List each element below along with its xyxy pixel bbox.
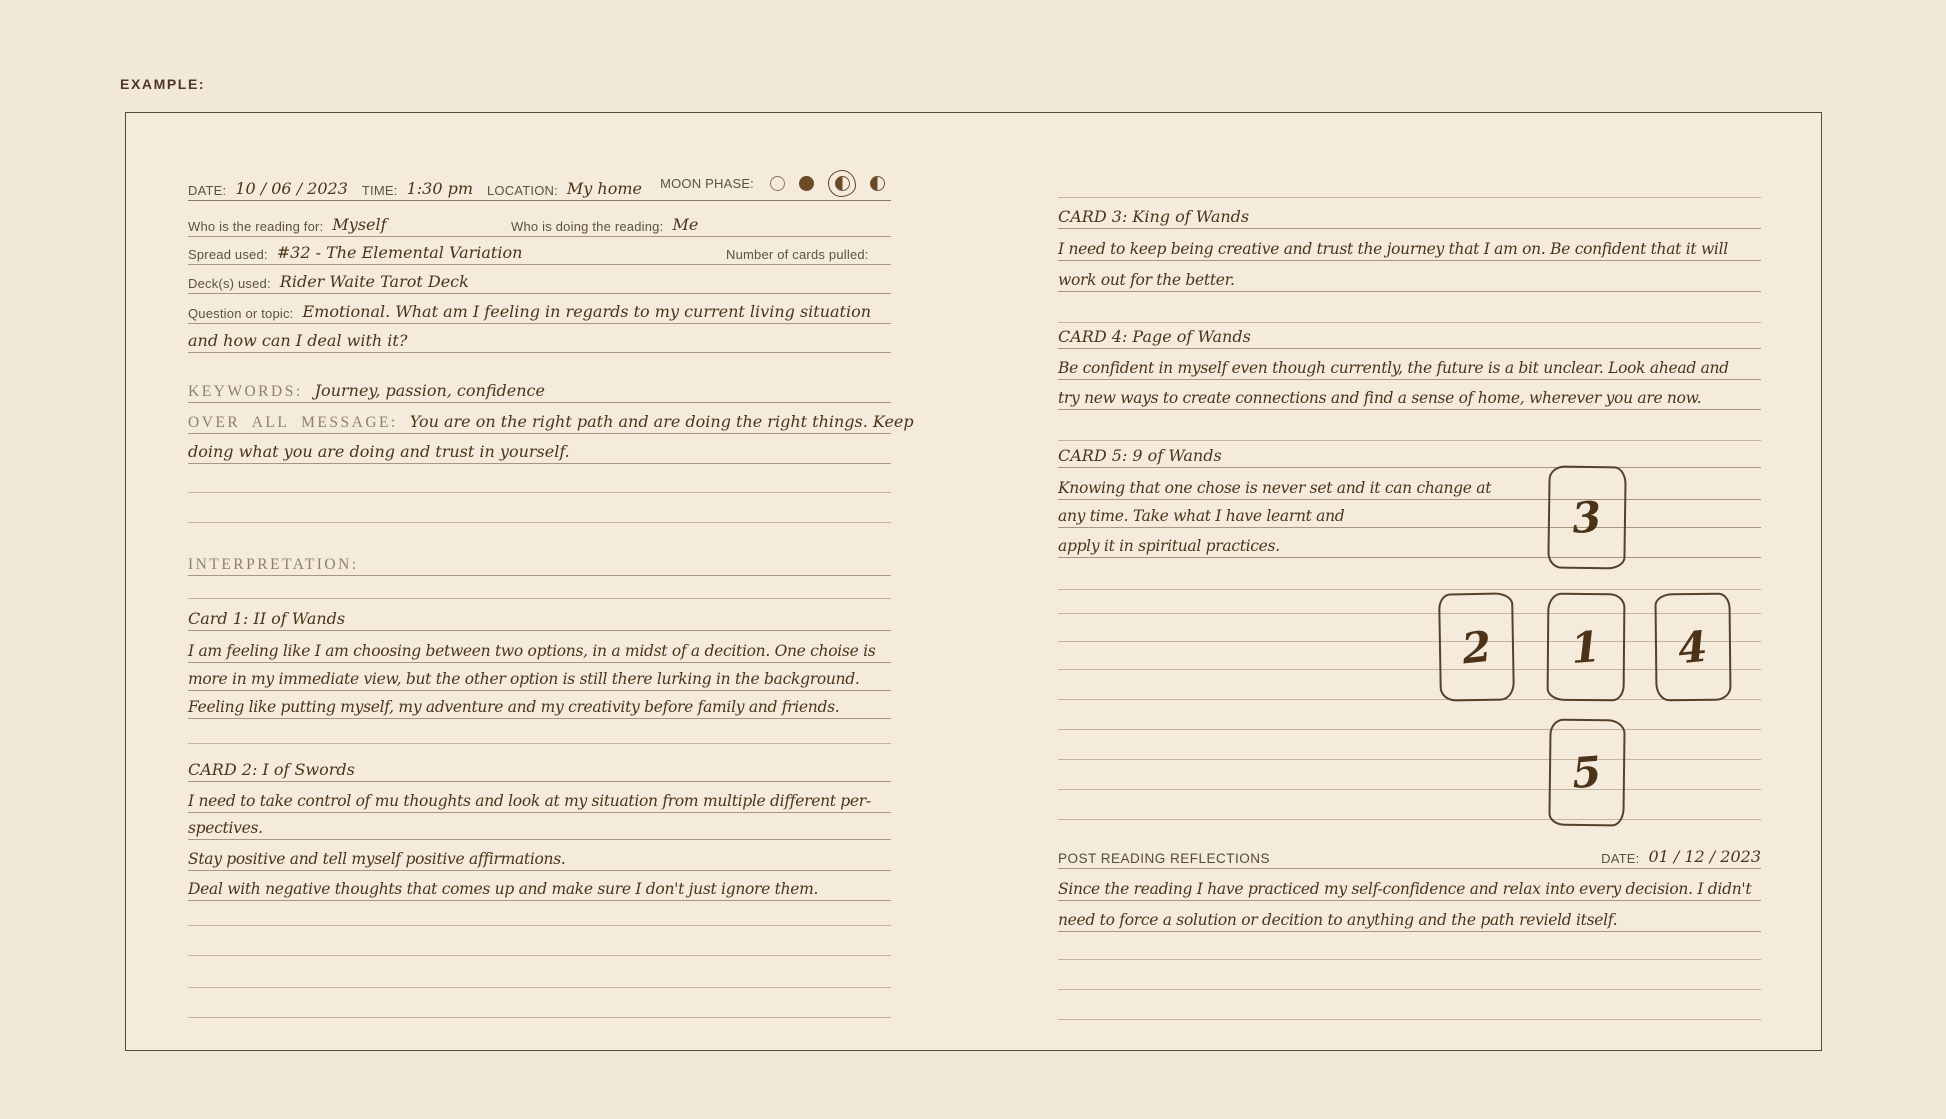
- post-reading-date-value: 01 / 12 / 2023: [1648, 847, 1761, 866]
- blank-line: [188, 988, 891, 1018]
- who-doing-label: Who is doing the reading:: [511, 219, 664, 234]
- spacer: [188, 353, 891, 373]
- blank-line: [188, 493, 891, 523]
- spread-card-4-number: 4: [1676, 621, 1710, 673]
- post-reading-line-1: Since the reading I have practiced my self-confidence and relax into every decision. I didn't: [1058, 879, 1752, 898]
- who-doing-pair: [511, 217, 698, 233]
- card1-line-2: more in my immediate view, but the other option is still there lurking in the background.: [188, 669, 860, 688]
- card2-line-2: spectives.: [188, 818, 263, 837]
- blank-line: [188, 901, 891, 926]
- spread-label: Spread used:: [188, 247, 268, 262]
- post-reading-heading: POST READING REFLECTIONS: [1058, 850, 1271, 866]
- card3-text-row: [1058, 229, 1761, 261]
- card5-text-row: [1058, 468, 1761, 500]
- blank-line: [188, 926, 891, 956]
- blank-line: [1058, 614, 1761, 642]
- card5-text-row: [1058, 500, 1761, 528]
- card5-line-2: any time. Take what I have learnt and: [1058, 506, 1345, 525]
- blank-line: [1058, 558, 1761, 590]
- cards-pulled-pair: [726, 248, 878, 261]
- overall-message-line-1: You are on the right path and are doing the right things. Keep: [409, 412, 914, 431]
- card2-text-row: [188, 871, 891, 901]
- card2-text-row: [188, 813, 891, 840]
- question-line-2: and how can I deal with it?: [188, 331, 408, 350]
- who-for-pair: [188, 217, 387, 233]
- card1-text-row: [188, 631, 891, 663]
- blank-line: [1058, 790, 1761, 820]
- blank-line: [1058, 932, 1761, 960]
- card5-text-row: [1058, 528, 1761, 558]
- deck-value: Rider Waite Tarot Deck: [279, 272, 469, 291]
- date-label: DATE:: [188, 183, 227, 198]
- journal-page: [125, 112, 1822, 1051]
- overall-message-row-2: [188, 434, 891, 464]
- keywords-row: [188, 373, 891, 403]
- blank-line: [1058, 760, 1761, 790]
- blank-line: [188, 576, 891, 599]
- blank-line: [1058, 670, 1761, 700]
- overall-message-line-2: doing what you are doing and trust in yourself.: [188, 442, 570, 461]
- overall-message-row-1: [188, 403, 914, 434]
- time-value: 1:30 pm: [406, 179, 473, 198]
- blank-line: [188, 956, 891, 988]
- who-for-value: Myself: [332, 215, 387, 234]
- card5-title: CARD 5: 9 of Wands: [1058, 446, 1222, 465]
- card5-line-1: Knowing that one chose is never set and it can change at: [1058, 478, 1492, 497]
- spread-card-3-number: 3: [1570, 491, 1604, 544]
- card4-line-2: try new ways to create connections and find a sense of home, wherever you are now.: [1058, 388, 1702, 407]
- card2-text-row: [188, 840, 891, 871]
- card3-title: CARD 3: King of Wands: [1058, 207, 1250, 226]
- date-value: 10 / 06 / 2023: [235, 179, 348, 198]
- card4-text-row: [1058, 349, 1761, 380]
- question-line-1: Emotional. What am I feeling in regards to my current living situation: [302, 302, 872, 321]
- blank-line: [1058, 642, 1761, 670]
- post-reading-line-2: need to force a solution or decition to anything and the path revield itself.: [1058, 910, 1618, 929]
- post-reading-heading-row: [1058, 820, 1761, 869]
- blank-line: [1058, 730, 1761, 760]
- spread-card-5-number: 5: [1570, 746, 1604, 799]
- card2-title: CARD 2: I of Swords: [188, 760, 355, 779]
- card4-line-1: Be confident in myself even though currently, the future is a bit unclear. Look ahead and: [1058, 358, 1729, 377]
- keywords-value: Journey, passion, confidence: [314, 381, 545, 400]
- who-row: [188, 201, 891, 237]
- card2-line-4: Deal with negative thoughts that comes up and make sure I don't just ignore them.: [188, 879, 819, 898]
- blank-line: [188, 719, 891, 744]
- spread-card-1-number: 1: [1569, 621, 1603, 673]
- card1-line-1: I am feeling like I am choosing between two options, in a midst of a decition. One choise is: [188, 641, 876, 660]
- right-column: [1058, 169, 1761, 1020]
- card1-line-3: Feeling like putting myself, my adventure and my creativity before family and friends.: [188, 697, 840, 716]
- time-label: TIME:: [361, 183, 398, 198]
- spread-card-2-number: 2: [1459, 621, 1494, 673]
- card4-title-row: [1058, 323, 1761, 349]
- card3-title-row: [1058, 198, 1761, 229]
- example-label: EXAMPLE:: [120, 76, 206, 92]
- card1-title: Card 1: II of Wands: [188, 609, 346, 628]
- question-row-2: [188, 324, 891, 353]
- blank-line: [1058, 410, 1761, 441]
- card3-line-1: I need to keep being creative and trust the journey that I am on. Be confident that it will: [1058, 239, 1728, 258]
- card5-title-row: [1058, 441, 1761, 468]
- card1-text-row: [188, 663, 891, 691]
- interpretation-heading-row: [188, 545, 891, 576]
- card2-text-row: [188, 782, 891, 813]
- blank-line: [1058, 292, 1761, 323]
- card4-title: CARD 4: Page of Wands: [1058, 327, 1251, 346]
- selected-moon-ring: [828, 170, 856, 197]
- blank-line: [1058, 990, 1761, 1020]
- left-column: [188, 173, 914, 1018]
- spread-row: [188, 237, 891, 265]
- card2-title-row: [188, 744, 891, 782]
- card5-line-3: apply it in spiritual practices.: [1058, 536, 1280, 555]
- post-reading-text-row: [1058, 869, 1761, 901]
- who-doing-value: Me: [672, 215, 699, 234]
- location-label: LOCATION:: [487, 183, 558, 198]
- date-row: [188, 173, 891, 201]
- card1-text-row: [188, 691, 891, 719]
- keywords-label: KEYWORDS:: [188, 382, 303, 400]
- blank-line: [1058, 590, 1761, 614]
- post-reading-date-label: DATE:: [1601, 851, 1640, 866]
- overall-message-label: OVER ALL MESSAGE:: [188, 413, 398, 431]
- spacer: [188, 523, 891, 545]
- spread-value: #32 - The Elemental Variation: [276, 243, 523, 262]
- blank-line: [1058, 169, 1761, 198]
- moon-phase-label: MOON PHASE:: [660, 176, 754, 191]
- who-for-label: Who is the reading for:: [188, 219, 324, 234]
- moon-phase-group: [660, 170, 885, 197]
- post-reading-text-row: [1058, 901, 1761, 932]
- location-value: My home: [566, 179, 642, 198]
- post-reading-date-pair: [1601, 849, 1761, 865]
- card3-line-2: work out for the better.: [1058, 270, 1235, 289]
- new-moon-icon: [770, 176, 785, 191]
- blank-line: [188, 464, 891, 493]
- deck-label: Deck(s) used:: [188, 276, 271, 291]
- question-row-1: [188, 294, 891, 324]
- question-label: Question or topic:: [188, 306, 294, 321]
- card2-line-3: Stay positive and tell myself positive affirmations.: [188, 849, 566, 868]
- spread-pair: [188, 245, 522, 261]
- cards-pulled-label: Number of cards pulled:: [726, 247, 869, 262]
- card3-text-row: [1058, 261, 1761, 292]
- blank-line: [1058, 960, 1761, 990]
- card1-title-row: [188, 599, 891, 631]
- full-moon-icon: [799, 176, 814, 191]
- card2-line-1: I need to take control of mu thoughts and look at my situation from multiple different per-: [188, 791, 871, 810]
- last-quarter-moon-icon: [870, 176, 885, 191]
- interpretation-heading: INTERPRETATION:: [188, 555, 359, 573]
- blank-line: [1058, 700, 1761, 730]
- deck-row: [188, 265, 891, 294]
- first-quarter-moon-icon: [835, 176, 850, 191]
- card4-text-row: [1058, 380, 1761, 410]
